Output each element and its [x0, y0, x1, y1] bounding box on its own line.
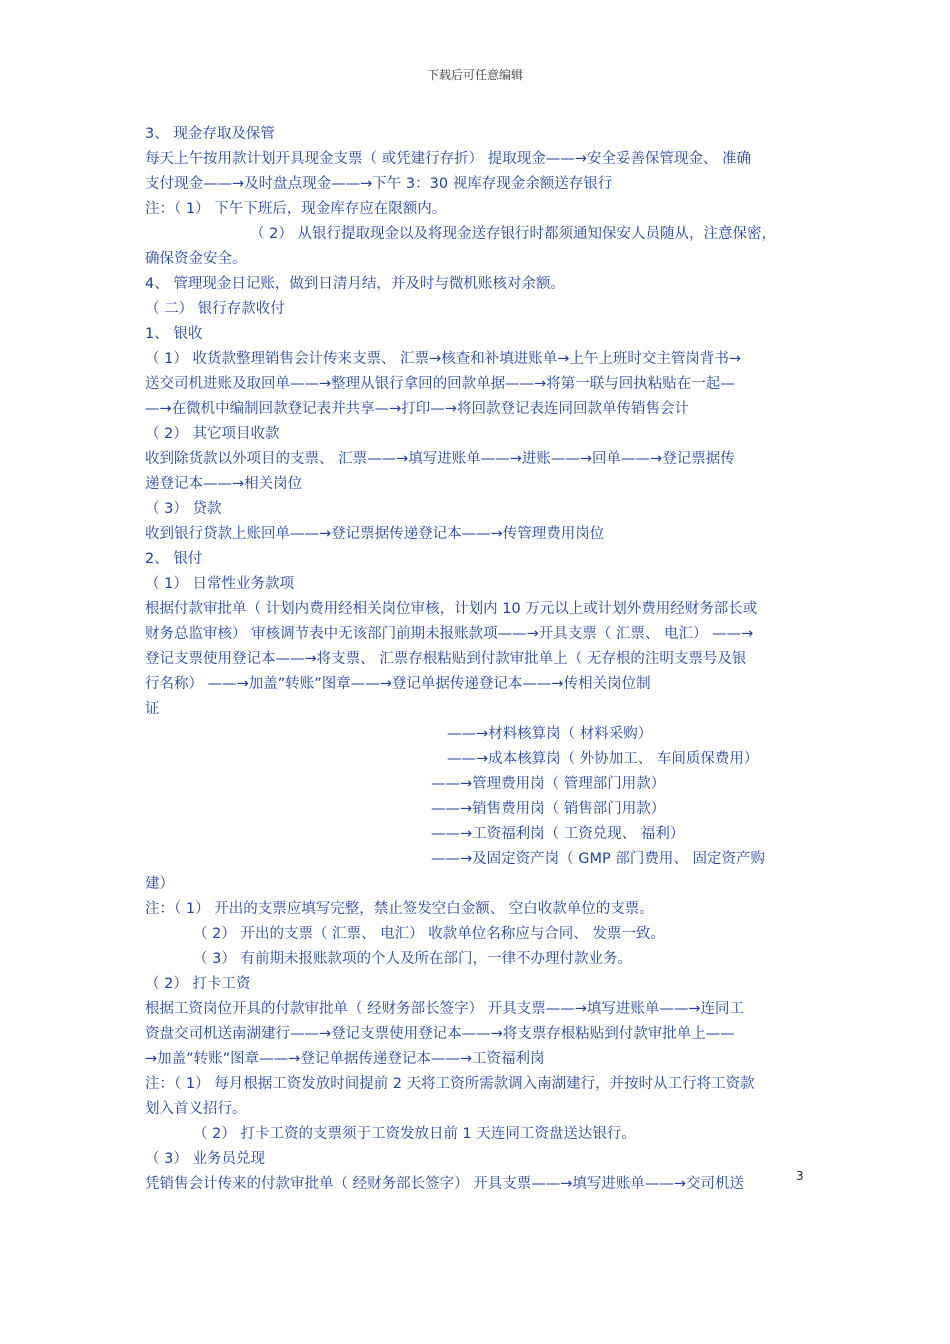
subsection-heading: （ 3） 贷款 — [145, 501, 222, 517]
note-line: 注：（ 1） 下午下班后，现金库存应在限额内。 — [145, 201, 447, 217]
flow-item: ——→材料核算岗（ 材料采购） — [447, 726, 653, 742]
page-number: 3 — [796, 1169, 804, 1183]
subsection-heading: （ 2） 其它项目收款 — [145, 426, 280, 442]
page-header: 下载后可任意编辑 — [426, 68, 523, 82]
subsection-heading: （ 3） 业务员兑现 — [145, 1151, 265, 1167]
text-line: 凭销售会计传来的付款审批单（ 经财务部长签字） 开具支票——→填写进账单——→交司机送 — [145, 1176, 745, 1192]
flow-item: ——→管理费用岗（ 管理部门用款） — [431, 776, 666, 792]
text-line: （ 1） 收货款整理销售会计传来支票、 汇票→核查和补填进账单→上午上班时交主管岗背书→ — [145, 351, 741, 367]
note-line: 注：（ 1） 每月根据工资发放时间提前 2 天将工资所需款调入南湖建行，并按时从工行将工资款 — [145, 1076, 755, 1092]
text-line: 送交司机进账及取回单——→整理从银行拿回的回款单据——→将第一联与回执粘贴在一起— — [145, 376, 735, 392]
text-line: 收到除货款以外项目的支票、 汇票——→填写进账单——→进账——→回单——→登记票据传 — [145, 451, 735, 467]
subsection-heading: （ 2） 打卡工资 — [145, 976, 251, 992]
note-line: （ 2） 从银行提取现金以及将现金送存银行时都须通知保安人员随从，注意保密， — [250, 226, 776, 242]
flow-item: ——→销售费用岗（ 销售部门用款） — [431, 801, 666, 817]
text-line: 根据付款审批单（ 计划内费用经相关岗位审核，计划内 10 万元以上或计划外费用经财务部长或 — [145, 601, 758, 617]
text-line: 每天上午按用款计划开具现金支票（ 或凭建行存折） 提取现金——→安全妥善保管现金、 准确 — [145, 151, 751, 167]
section-heading: 4、 管理现金日记账，做到日清月结，并及时与微机账核对余额。 — [145, 276, 565, 292]
text-line: 建） — [145, 876, 174, 892]
subsection-heading: （ 1） 日常性业务款项 — [145, 576, 294, 592]
note-line: 注：（ 1） 开出的支票应填写完整，禁止签发空白金额、 空白收款单位的支票。 — [145, 901, 654, 917]
text-line: 根据工资岗位开具的付款审批单（ 经财务部长签字） 开具支票——→填写进账单——→连同工 — [145, 1001, 745, 1017]
text-line: 确保资金安全。 — [145, 251, 247, 267]
text-line: 划入首义招行。 — [145, 1101, 247, 1117]
text-line: 收到银行贷款上账回单——→登记票据传递登记本——→传管理费用岗位 — [145, 526, 605, 542]
note-line: （ 2） 开出的支票（ 汇票、 电汇） 收款单位名称应与合同、 发票一致。 — [193, 926, 665, 942]
text-line: 登记支票使用登记本——→将支票、 汇票存根粘贴到付款审批单上（ 无存根的注明支票号及银 — [145, 651, 747, 667]
text-line: →加盖”转账”图章——→登记单据传递登记本——→工资福利岗 — [145, 1051, 545, 1067]
text-line: 行名称） ——→加盖”转账”图章——→登记单据传递登记本——→传相关岗位制 — [145, 676, 651, 692]
section-heading: 1、 银收 — [145, 326, 203, 342]
note-line: （ 3） 有前期未报账款项的个人及所在部门，一律不办理付款业务。 — [193, 951, 632, 967]
text-line: 资盘交司机送南湖建行——→登记支票使用登记本——→将支票存根粘贴到付款审批单上—— — [145, 1026, 735, 1042]
note-line: （ 2） 打卡工资的支票须于工资发放日前 1 天连同工资盘送达银行。 — [193, 1126, 636, 1142]
section-heading: 2、 银付 — [145, 551, 203, 567]
text-line: 财务总监审核） 审核调节表中无该部门前期未报账款项——→开具支票（ 汇票、 电汇） ——→ — [145, 626, 754, 642]
flow-item: ——→工资福利岗（ 工资兑现、 福利） — [431, 826, 685, 842]
section-heading: （ 二） 银行存款收付 — [145, 301, 285, 317]
section-heading: 3、 现金存取及保管 — [145, 126, 275, 142]
flow-item: ——→及固定资产岗（ GMP 部门费用、 固定资产购 — [431, 851, 765, 867]
text-line: 证 — [145, 701, 160, 717]
flow-item: ——→成本核算岗（ 外协加工、 车间质保费用） — [447, 751, 759, 767]
text-line: —→在微机中编制回款登记表并共享—→打印—→将回款登记表连同回款单传销售会计 — [145, 401, 689, 417]
text-line: 递登记本——→相关岗位 — [145, 476, 303, 492]
text-line: 支付现金——→及时盘点现金——→下午 3：30 视库存现金余额送存银行 — [145, 176, 613, 192]
